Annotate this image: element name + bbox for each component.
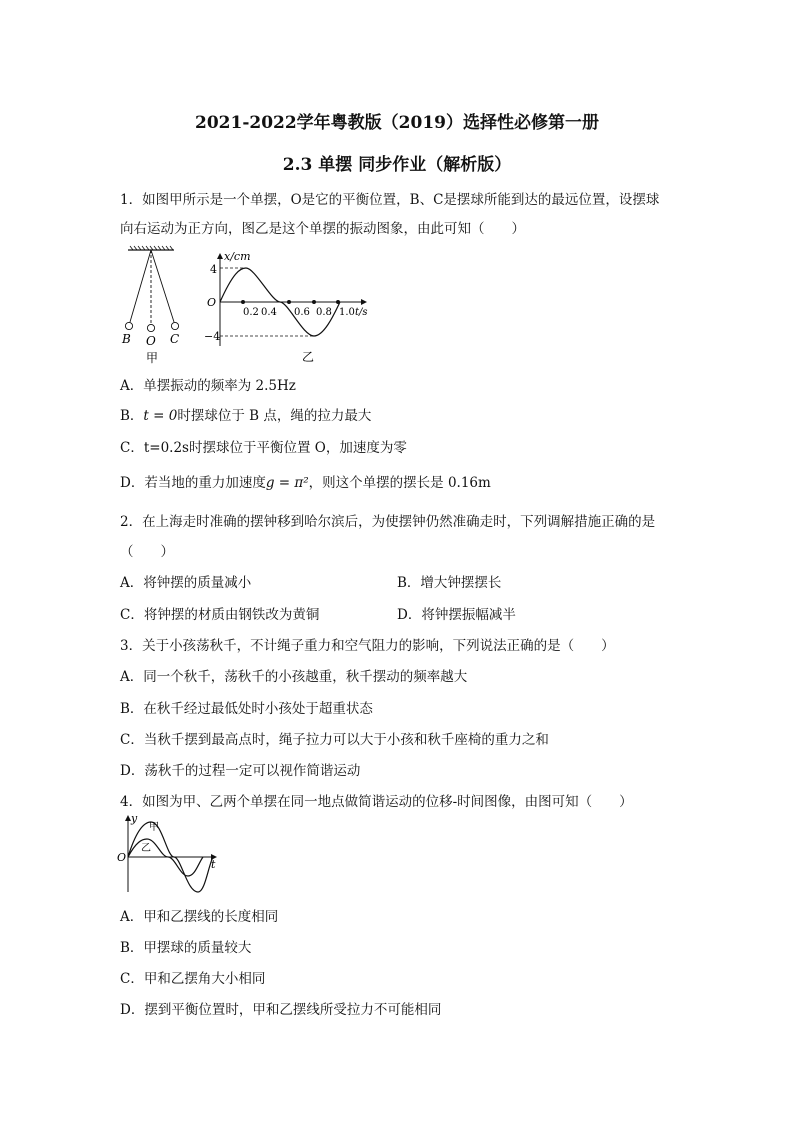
q3-option-c: C．当秋千摆到最高点时，绳子拉力可以大于小孩和秋千座椅的重力之和 bbox=[120, 732, 549, 748]
label-o: O bbox=[146, 334, 156, 348]
q3-option-d: D．荡秋千的过程一定可以视作简谐运动 bbox=[120, 763, 361, 779]
q4-displacement-graph bbox=[112, 812, 227, 897]
q4-option-a: A．甲和乙摆线的长度相同 bbox=[120, 909, 279, 925]
graph-ytick-top: 4 bbox=[210, 263, 217, 276]
q1-option-d-prefix: D．若当地的重力加速度 bbox=[120, 475, 266, 491]
caption-yi: 乙 bbox=[302, 350, 315, 364]
q4-option-d: D．摆到平衡位置时，甲和乙摆线所受拉力不可能相同 bbox=[120, 1002, 442, 1018]
q4-option-b: B．甲摆球的质量较大 bbox=[120, 940, 252, 956]
q3-option-b: B．在秋千经过最低处时小孩处于超重状态 bbox=[120, 701, 373, 717]
q4-stem: 4．如图为甲、乙两个单摆在同一地点做简谐运动的位移-时间图像，由图可知（ ） bbox=[120, 794, 633, 810]
q1-stem-line2: 向右运动为正方向，图乙是这个单摆的振动图象，由此可知（ ） bbox=[120, 221, 525, 237]
q1-option-b bbox=[120, 404, 371, 424]
label-b: B bbox=[122, 332, 131, 346]
document-title: 2021-2022学年粤教版（2019）选择性必修第一册 bbox=[195, 113, 599, 133]
q2-stem-line2: （ ） bbox=[120, 544, 174, 560]
q3-option-a: A．同一个秋千，荡秋千的小孩越重，秋千摆动的频率越大 bbox=[120, 669, 468, 685]
q4-tlabel: t bbox=[211, 858, 216, 871]
q2-option-b: B．增大钟摆摆长 bbox=[397, 575, 502, 591]
document-subtitle: 2.3 单摆 同步作业（解析版） bbox=[282, 155, 512, 175]
vibration-graph-yi bbox=[200, 248, 380, 368]
graph-origin: O bbox=[207, 296, 217, 309]
pendulum-figure-jia bbox=[112, 245, 192, 370]
q1-option-b-text: 时摆球位于 B 点，绳的拉力最大 bbox=[177, 408, 372, 424]
q1-option-d bbox=[120, 471, 491, 491]
q1-option-b-prefix: B． bbox=[120, 408, 144, 424]
q2-option-d: D．将钟摆振幅减半 bbox=[397, 607, 516, 623]
graph-xtick-4: 1.0 bbox=[339, 307, 355, 318]
q4-label-yi: 乙 bbox=[141, 843, 151, 854]
graph-ylabel: x/cm bbox=[224, 250, 251, 263]
q4-ylabel: y bbox=[131, 812, 138, 825]
graph-xlabel: t/s bbox=[355, 307, 368, 318]
graph-xtick-2: 0.6 bbox=[294, 307, 310, 318]
q3-stem: 3．关于小孩荡秋千，不计绳子重力和空气阻力的影响，下列说法正确的是（ ） bbox=[120, 638, 615, 654]
graph-ytick-bottom: −4 bbox=[204, 330, 221, 343]
label-c: C bbox=[170, 332, 180, 346]
q1-stem-line1: 1．如图甲所示是一个单摆，O是它的平衡位置，B、C是摆球所能到达的最远位置，设摆球 bbox=[120, 192, 660, 208]
graph-xtick-1: 0.4 bbox=[261, 307, 277, 318]
q1-option-a: A．单摆振动的频率为 2.5Hz bbox=[120, 378, 296, 394]
q2-option-a: A．将钟摆的质量减小 bbox=[120, 575, 252, 591]
q1-option-b-math: t = 0 bbox=[143, 408, 178, 424]
q2-stem-line1: 2．在上海走时准确的摆钟移到哈尔滨后，为使摆钟仍然准确走时，下列调解措施正确的是 bbox=[120, 514, 656, 530]
q1-option-d-text: ，则这个单摆的摆长是 0.16m bbox=[308, 475, 491, 491]
caption-jia: 甲 bbox=[146, 351, 159, 365]
graph-xtick-3: 0.8 bbox=[316, 307, 332, 318]
graph-xtick-0: 0.2 bbox=[243, 307, 259, 318]
q4-label-jia: 甲 bbox=[149, 822, 159, 833]
q4-option-c: C．甲和乙摆角大小相同 bbox=[120, 971, 266, 987]
q2-option-c: C．将钟摆的材质由钢铁改为黄铜 bbox=[120, 607, 320, 623]
q4-origin: O bbox=[117, 851, 127, 864]
q1-option-d-math: g = π² bbox=[265, 475, 309, 491]
q1-option-c: C．t=0.2s时摆球位于平衡位置 O，加速度为零 bbox=[120, 440, 407, 456]
